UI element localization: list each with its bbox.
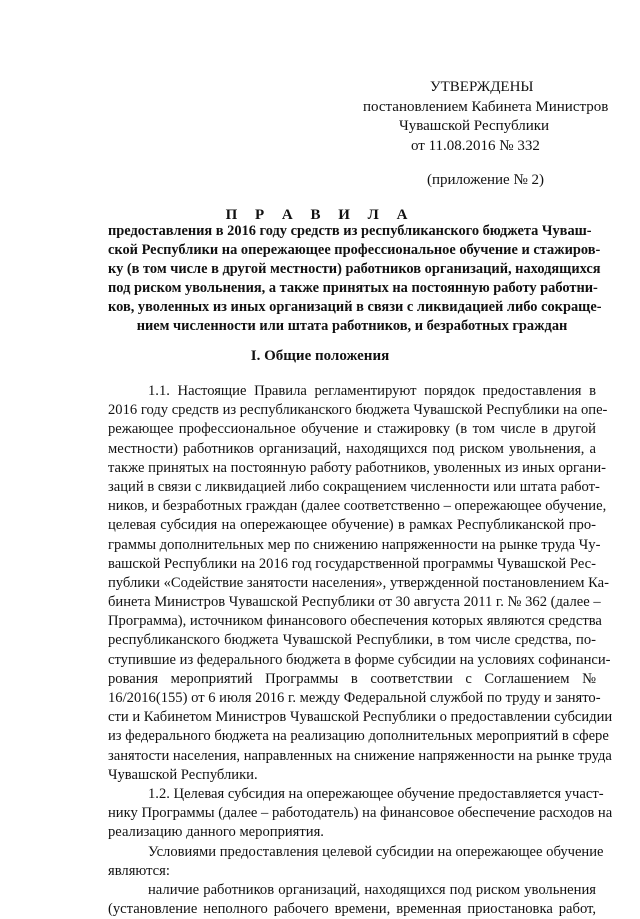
approval-line-2: Чувашской Республики (399, 118, 550, 134)
body-line: 1.1. Настоящие Правила регламентируют порядок предоставления в (148, 383, 596, 399)
body-line: 2016 году средств из республиканского бюджета Чувашской Республики на опе- (108, 402, 608, 419)
body-text (108, 382, 613, 919)
approval-line-1: постановлением Кабинета Министров (363, 98, 609, 115)
subtitle-line: ской Республики на опережающее профессиональное обучение и стажиров- (108, 242, 601, 258)
approval-line-3: от 11.08.2016 № 332 (411, 137, 540, 154)
approval-stamp (330, 78, 630, 191)
body-line: публики «Содействие занятости населения», утвержденной постановлением Ка- (108, 574, 609, 591)
body-line: занятости населения, направленных на снижение напряженности на рынке труда (108, 747, 612, 764)
body-line: реализацию данного мероприятия. (108, 824, 324, 841)
appendix-note: (приложение № 2) (427, 172, 545, 188)
body-line: целевая субсидия на опережающее обучение) в рамках Республиканской про- (108, 517, 596, 534)
body-line: являются: (108, 862, 170, 879)
subtitle-line: под риском увольнения, а также принятых на постоянную работу работни- (108, 280, 598, 296)
body-line: из федерального бюджета на реализацию дополнительных мероприятий в сфере (108, 728, 609, 745)
body-line: Чувашской Республики. (108, 766, 258, 783)
body-line: сти и Кабинетом Министров Чувашской Республики о предоставлении субсидии (108, 709, 613, 726)
body-line: заций в связи с ликвидацией либо сокращением численности или штата работ- (108, 478, 600, 495)
body-line: нику Программы (далее – работодатель) на финансовое обеспечение расходов на (108, 805, 613, 822)
body-line: (установление неполного рабочего времени, временная приостановка работ, (108, 901, 596, 918)
body-line: наличие работников организаций, находящихся под риском увольнения (148, 881, 596, 898)
document-title: П Р А В И Л А (225, 207, 415, 223)
subtitle-line: ков, уволенных из иных организаций в связи с ликвидацией либо сокраще- (108, 299, 602, 315)
body-line: Условиями предоставления целевой субсидии на опережающее обучение (148, 843, 604, 860)
body-line: вашской Республики на 2016 год государственной программы Чувашской Рес- (108, 555, 596, 572)
body-line: рования мероприятий Программы в соответствии с Соглашением № (108, 670, 596, 687)
subtitle-line: нием численности или штата работников, и безработных граждан (136, 318, 568, 334)
body-line: режающее профессиональное обучение и стажировку (в том числе в другой (108, 421, 596, 438)
document-subtitle (108, 222, 602, 336)
body-line: также принятых на постоянную работу работников, уволенных из иных органи- (108, 459, 606, 476)
subtitle-line: ку (в том числе в другой местности) работников организаций, находящихся (108, 261, 601, 277)
body-line: ступившие из федерального бюджета в форме субсидии на условиях софинанси- (108, 651, 611, 668)
body-line: 16/2016(155) от 6 июля 2016 г. между Федеральной службой по труду и занято- (108, 690, 601, 706)
body-line: местности) работников организаций, находящихся под риском увольнения, а (108, 440, 596, 457)
body-line: Программа), источником финансового обеспечения которых являются средства (108, 613, 602, 630)
section-title: I. Общие положения (250, 348, 390, 364)
approval-title: УТВЕРЖДЕНЫ (430, 79, 534, 95)
subtitle-line: предоставления в 2016 году средств из республиканского бюджета Чуваш- (108, 223, 592, 239)
body-line: 1.2. Целевая субсидия на опережающее обучение предоставляется участ- (148, 785, 604, 802)
body-line: бинета Министров Чувашской Республики от 30 августа 2011 г. № 362 (далее – (108, 594, 601, 611)
body-line: республиканского бюджета Чувашской Республики, в том числе средства, по- (108, 632, 596, 649)
body-line: граммы дополнительных мер по снижению напряженности на рынке труда Чу- (108, 536, 601, 553)
body-line: ников, и безработных граждан (далее соответственно – опережающее обучение, (108, 498, 607, 515)
